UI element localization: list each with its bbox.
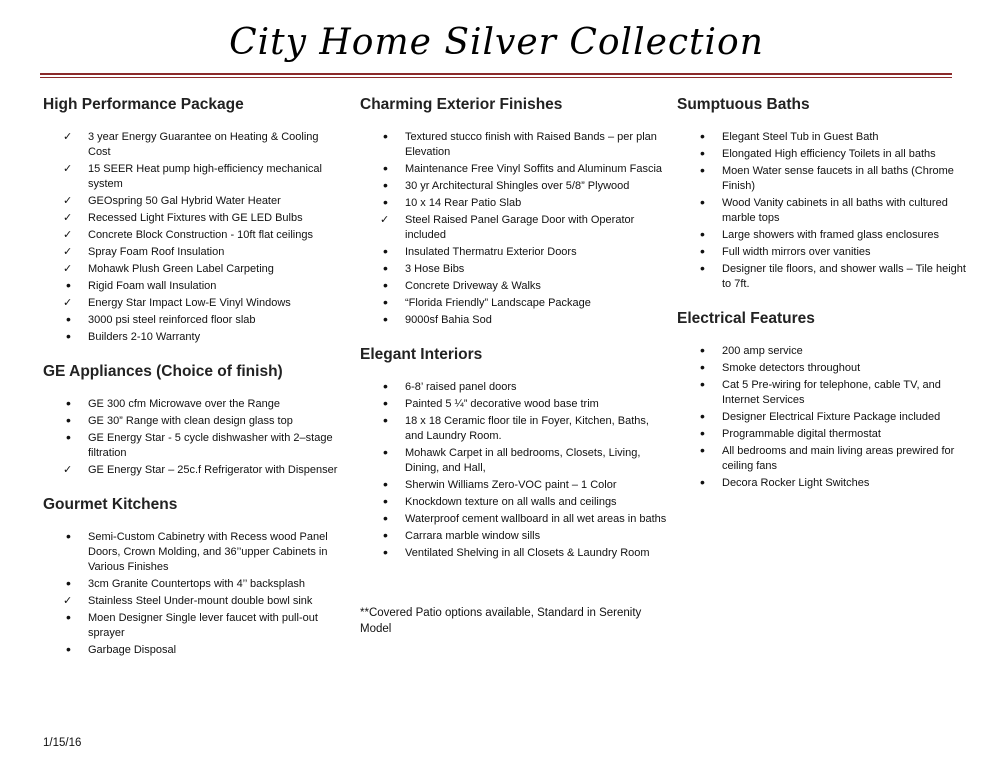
section-heading: GE Appliances (Choice of finish) [43,363,283,380]
bullet-icon: • [700,408,705,424]
feature-item [677,344,977,359]
feature-text: All bedrooms and main living areas prewired for ceiling fans [722,445,955,472]
section-heading: Gourmet Kitchens [43,496,178,513]
feature-text: Mohawk Carpet in all bedrooms, Closets, Living, Dining, and Hall, [405,447,641,474]
feature-text: Elongated High efficiency Toilets in all baths [722,148,936,160]
section-heading: Sumptuous Baths [677,96,810,113]
feature-item [43,397,343,412]
feature-text: 30 yr Architectural Shingles over 5/8” Plywood [405,180,630,192]
bullet-icon: • [383,412,388,428]
bullet-icon: • [66,412,71,428]
feature-text: GE 300 cfm Microwave over the Range [88,398,280,410]
bullet-icon: • [383,194,388,210]
feature-text: 9000sf Bahia Sod [405,314,492,326]
bullet-icon: • [66,395,71,411]
feature-text: Full width mirrors over vanities [722,246,871,258]
column-3 [677,96,977,493]
document-date: 1/15/16 [43,737,82,749]
feature-item [43,245,343,260]
feature-item [360,414,670,444]
check-icon: ✓ [63,212,73,224]
title-rule [40,73,952,75]
feature-list [677,344,977,491]
bullet-icon: • [383,277,388,293]
check-icon: ✓ [380,214,390,226]
feature-item [360,397,670,412]
feature-item [677,476,977,491]
feature-text: Garbage Disposal [88,644,177,656]
feature-item [360,130,670,160]
feature-item [43,330,343,345]
feature-text: Mohawk Plush Green Label Carpeting [88,263,274,275]
feature-text: 6-8’ raised panel doors [405,381,517,393]
bullet-icon: • [66,311,71,327]
feature-text: GE Energy Star - 5 cycle dishwasher with 2–stage filtration [88,432,333,459]
feature-text: 10 x 14 Rear Patio Slab [405,197,522,209]
feature-text: GE 30” Range with clean design glass top [88,415,293,427]
feature-item [677,164,977,194]
check-icon: ✓ [63,297,73,309]
feature-text: Designer tile floors, and shower walls – Tile height to 7ft. [722,263,966,290]
feature-item [43,194,343,209]
feature-item [677,196,977,226]
feature-item [43,262,343,277]
bullet-icon: • [66,609,71,625]
feature-text: GEOspring 50 Gal Hybrid Water Heater [88,195,281,207]
feature-item [43,463,343,478]
bullet-icon: • [383,378,388,394]
bullet-icon: • [383,243,388,259]
bullet-icon: • [700,243,705,259]
feature-item [677,245,977,260]
bullet-icon: • [700,145,705,161]
bullet-icon: • [700,474,705,490]
feature-text: Maintenance Free Vinyl Soffits and Aluminum Fascia [405,163,663,175]
bullet-icon: • [383,160,388,176]
feature-item [360,313,670,328]
feature-item [360,245,670,260]
feature-item [677,361,977,376]
feature-item [43,577,343,592]
feature-item [43,414,343,429]
feature-text: Recessed Light Fixtures with GE LED Bulbs [88,212,303,224]
feature-list [43,397,343,478]
feature-item [43,431,343,461]
feature-text: Energy Star Impact Low-E Vinyl Windows [88,297,291,309]
feature-text: 3 year Energy Guarantee on Heating & Cooling Cost [88,131,319,158]
feature-section [677,96,977,292]
bullet-icon: • [700,376,705,392]
section-heading: High Performance Package [43,96,244,113]
feature-section [43,496,343,658]
bullet-icon: • [700,260,705,276]
bullet-icon: • [66,575,71,591]
bullet-icon: • [700,226,705,242]
feature-item [677,444,977,474]
feature-item [360,529,670,544]
feature-text: Designer Electrical Fixture Package included [722,411,941,423]
feature-item [360,196,670,211]
bullet-icon: • [700,194,705,210]
feature-text: Moen Water sense faucets in all baths (Chrome Finish) [722,165,954,192]
feature-item [43,611,343,641]
check-icon: ✓ [63,163,73,175]
feature-text: Insulated Thermatru Exterior Doors [405,246,577,258]
check-icon: ✓ [63,464,73,476]
feature-item [360,478,670,493]
feature-item [677,147,977,162]
feature-item [677,427,977,442]
feature-list [360,130,670,328]
bullet-icon: • [383,128,388,144]
feature-text: Concrete Block Construction - 10ft flat ceilings [88,229,313,241]
feature-section [677,310,977,491]
feature-item [43,643,343,658]
feature-section [43,363,343,478]
feature-item [360,512,670,527]
feature-text: 15 SEER Heat pump high-efficiency mechanical system [88,163,322,190]
feature-text: Large showers with framed glass enclosures [722,229,940,241]
feature-section [360,96,670,328]
bullet-icon: • [383,476,388,492]
feature-text: “Florida Friendly” Landscape Package [405,297,591,309]
bullet-icon: • [66,328,71,344]
feature-text: Builders 2-10 Warranty [88,331,201,343]
check-icon: ✓ [63,263,73,275]
feature-item [677,130,977,145]
feature-list [360,380,670,561]
feature-item [43,530,343,575]
feature-item [43,279,343,294]
feature-text: Sherwin Williams Zero-VOC paint – 1 Color [405,479,617,491]
feature-text: Moen Designer Single lever faucet with pull-out sprayer [88,612,318,639]
feature-item [360,546,670,561]
check-icon: ✓ [63,595,73,607]
bullet-icon: • [383,510,388,526]
feature-text: Cat 5 Pre-wiring for telephone, cable TV, and Internet Services [722,379,941,406]
feature-item [43,228,343,243]
title-rule-thin [40,77,952,78]
feature-item [360,380,670,395]
feature-text: 200 amp service [722,345,803,357]
feature-item [43,211,343,226]
feature-text: Waterproof cement wallboard in all wet areas in baths [405,513,667,525]
feature-item [43,594,343,609]
bullet-icon: • [383,260,388,276]
feature-text: Carrara marble window sills [405,530,541,542]
section-heading: Electrical Features [677,310,815,327]
feature-text: Knockdown texture on all walls and ceilings [405,496,617,508]
bullet-icon: • [383,544,388,560]
feature-item [360,279,670,294]
feature-item [43,162,343,192]
check-icon: ✓ [63,246,73,258]
feature-item [43,313,343,328]
feature-list [43,130,343,345]
bullet-icon: • [700,425,705,441]
bullet-icon: • [700,359,705,375]
feature-text: Textured stucco finish with Raised Bands – per plan Elevation [405,131,657,158]
feature-item [677,378,977,408]
check-icon: ✓ [63,195,73,207]
feature-item [360,296,670,311]
feature-text: Steel Raised Panel Garage Door with Operator included [405,214,635,241]
bullet-icon: • [66,641,71,657]
document-title: City Home Silver Collection [229,22,764,63]
feature-text: 3000 psi steel reinforced floor slab [88,314,256,326]
feature-text: 18 x 18 Ceramic floor tile in Foyer, Kitchen, Baths, and Laundry Room. [405,415,649,442]
feature-item [360,162,670,177]
feature-text: Spray Foam Roof Insulation [88,246,225,258]
feature-text: Smoke detectors throughout [722,362,861,374]
feature-text: Elegant Steel Tub in Guest Bath [722,131,879,143]
check-icon: ✓ [63,229,73,241]
feature-item [43,296,343,311]
feature-item [360,213,670,243]
bullet-icon: • [383,395,388,411]
column-1 [43,96,343,660]
bullet-icon: • [700,342,705,358]
check-icon: ✓ [63,131,73,143]
feature-text: 3 Hose Bibs [405,263,465,275]
feature-list [677,130,977,292]
feature-text: Wood Vanity cabinets in all baths with cultured marble tops [722,197,948,224]
feature-text: Rigid Foam wall Insulation [88,280,217,292]
bullet-icon: • [383,444,388,460]
feature-item [360,495,670,510]
feature-text: Programmable digital thermostat [722,428,881,440]
column-2 [360,96,670,637]
feature-text: Ventilated Shelving in all Closets & Laundry Room [405,547,650,559]
feature-section [43,96,343,345]
bullet-icon: • [66,429,71,445]
bullet-icon: • [383,493,388,509]
feature-item [677,228,977,243]
patio-note: **Covered Patio options available, Standard in Serenity Model [360,607,642,635]
feature-list [43,530,343,658]
bullet-icon: • [383,311,388,327]
feature-text: Decora Rocker Light Switches [722,477,870,489]
feature-item [360,179,670,194]
bullet-icon: • [383,294,388,310]
bullet-icon: • [383,527,388,543]
feature-item [360,262,670,277]
feature-text: Concrete Driveway & Walks [405,280,541,292]
feature-text: Painted 5 ¼” decorative wood base trim [405,398,599,410]
section-heading: Elegant Interiors [360,346,483,363]
feature-item [677,262,977,292]
bullet-icon: • [700,162,705,178]
section-heading: Charming Exterior Finishes [360,96,563,113]
bullet-icon: • [66,277,71,293]
bullet-icon: • [383,177,388,193]
bullet-icon: • [700,442,705,458]
feature-text: 3cm Granite Countertops with 4’’ backsplash [88,578,306,590]
feature-item [677,410,977,425]
feature-text: Semi-Custom Cabinetry with Recess wood Panel Doors, Crown Molding, and 36’’upper Cabinets in Various Finishes [88,531,328,573]
feature-section [360,346,670,561]
feature-item [43,130,343,160]
feature-item [360,446,670,476]
bullet-icon: • [700,128,705,144]
feature-text: GE Energy Star – 25c.f Refrigerator with Dispenser [88,464,338,476]
feature-text: Stainless Steel Under-mount double bowl sink [88,595,313,607]
bullet-icon: • [66,528,71,544]
